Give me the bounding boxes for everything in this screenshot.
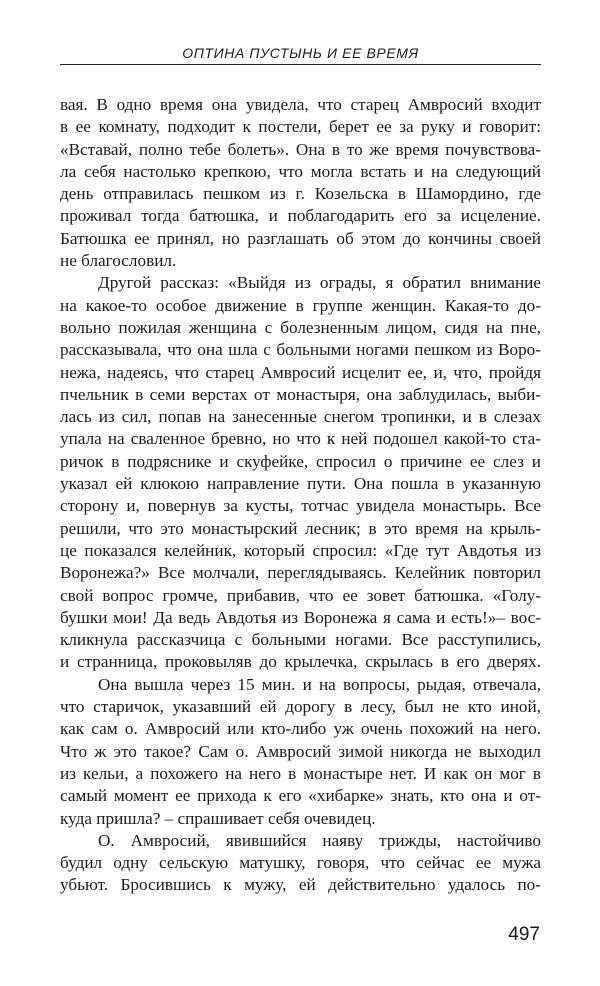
paragraph	[60, 272, 541, 673]
text-line: не благословил.	[60, 251, 177, 271]
text-line: Что ж это такое? Сам о. Амвросий зимой никогда не выходил	[60, 741, 541, 761]
text-line: на какое-то особое движение в группе женщин. Какая-то до-	[60, 295, 541, 315]
text-line: лась из сил, попав на занесенные снегом тропинки, и в слезах	[60, 407, 541, 427]
text-line: це показался келейник, который спросил: «Где тут Авдотья из	[60, 540, 541, 560]
text-line: указал ей клюкою направление пути. Она пошла в указанную	[60, 474, 541, 494]
text-line: как сам о. Амвросий или кто-либо уж очень похожий на него.	[60, 719, 541, 739]
text-line: ричок в подряснике и скуфейке, спросил о причине ее слез и	[60, 451, 541, 471]
text-line: сторону и, повернув за кусты, тотчас увидела монастырь. Все	[60, 496, 541, 516]
text-line: Батюшка ее принял, но разглашать об этом до кончины своей	[60, 228, 541, 248]
page-number: 497	[508, 924, 540, 945]
header-rule	[60, 64, 541, 65]
text-line: бушки мои! Да ведь Авдотья из Воронежа я сама и есть!»– вос-	[60, 607, 541, 627]
text-line: кликнула рассказчица с больными ногами. Все расступились,	[60, 630, 541, 650]
paragraph	[60, 674, 541, 830]
text-line: Другой рассказ: «Выйдя из ограды, я обратил внимание	[98, 273, 541, 293]
text-line: проживал тогда батюшка, и поблагодарить его за исцеление.	[60, 206, 541, 226]
paragraph	[60, 94, 541, 272]
text-line: свой вопрос громче, прибавив, что ее зовет батюшка. «Голу-	[60, 585, 541, 605]
text-line: упала на сваленное бревно, но что к ней подошел какой-то ста-	[60, 429, 541, 449]
text-line: пчельник в семи верстах от монастыря, она заблудилась, выби-	[60, 384, 541, 404]
text-line: убьют. Бросившись к мужу, ей действительно удалось по-	[60, 875, 541, 895]
text-line: в ее комнату, подходит к постели, берет ее за руку и говорит:	[60, 117, 541, 137]
running-header: ОПТИНА ПУСТЫНЬ И ЕЕ ВРЕМЯ	[182, 45, 419, 61]
text-line: решили, что это монастырский лесник; в это время на крыль-	[60, 518, 541, 538]
text-line: самый момент ее прихода к его «хибарке» знать, кто она и от-	[60, 786, 541, 806]
page-body	[60, 94, 541, 897]
paragraph	[60, 830, 541, 897]
text-line: ла себя настолько крепкою, что могла встать и на следующий	[60, 161, 541, 181]
text-line: вая. В одно время она увидела, что старец Амвросий входит	[60, 95, 541, 114]
text-line: из кельи, а похожего на него в монастыре нет. И как он мог в	[60, 763, 541, 783]
text-line: куда пришла? – спрашивает себя очевидец.	[60, 808, 376, 828]
text-line: О. Амвросий, явившийся наяву трижды, настойчиво	[98, 830, 541, 850]
text-line: и странница, проковыляв до крылечка, скрылась в его дверях.	[60, 652, 541, 672]
text-line: будил одну сельскую матушку, говоря, что сейчас ее мужа	[60, 853, 541, 873]
text-line: рассказывала, что она шла с больными ногами пешком из Воро-	[60, 340, 541, 360]
text-line: день отправилась пешком из г. Козельска в Шамордино, где	[60, 184, 541, 204]
text-line: «Вставай, полно тебе болеть». Она в то же время почувствова-	[60, 139, 541, 159]
text-line: Она вышла через 15 мин. и на вопросы, рыдая, отвечала,	[98, 674, 541, 694]
text-line: Воронежа?» Все молчали, переглядываясь. Келейник повторил	[60, 563, 541, 583]
text-line: нежа, надеясь, что старец Амвросий исцелит ее, и, что, пройдя	[60, 362, 541, 382]
text-line: что старичок, указавший ей дорогу в лесу, был не кто иной,	[60, 697, 541, 717]
text-line: вольно пожилая женщина с болезненным лицом, сидя на пне,	[60, 317, 541, 337]
